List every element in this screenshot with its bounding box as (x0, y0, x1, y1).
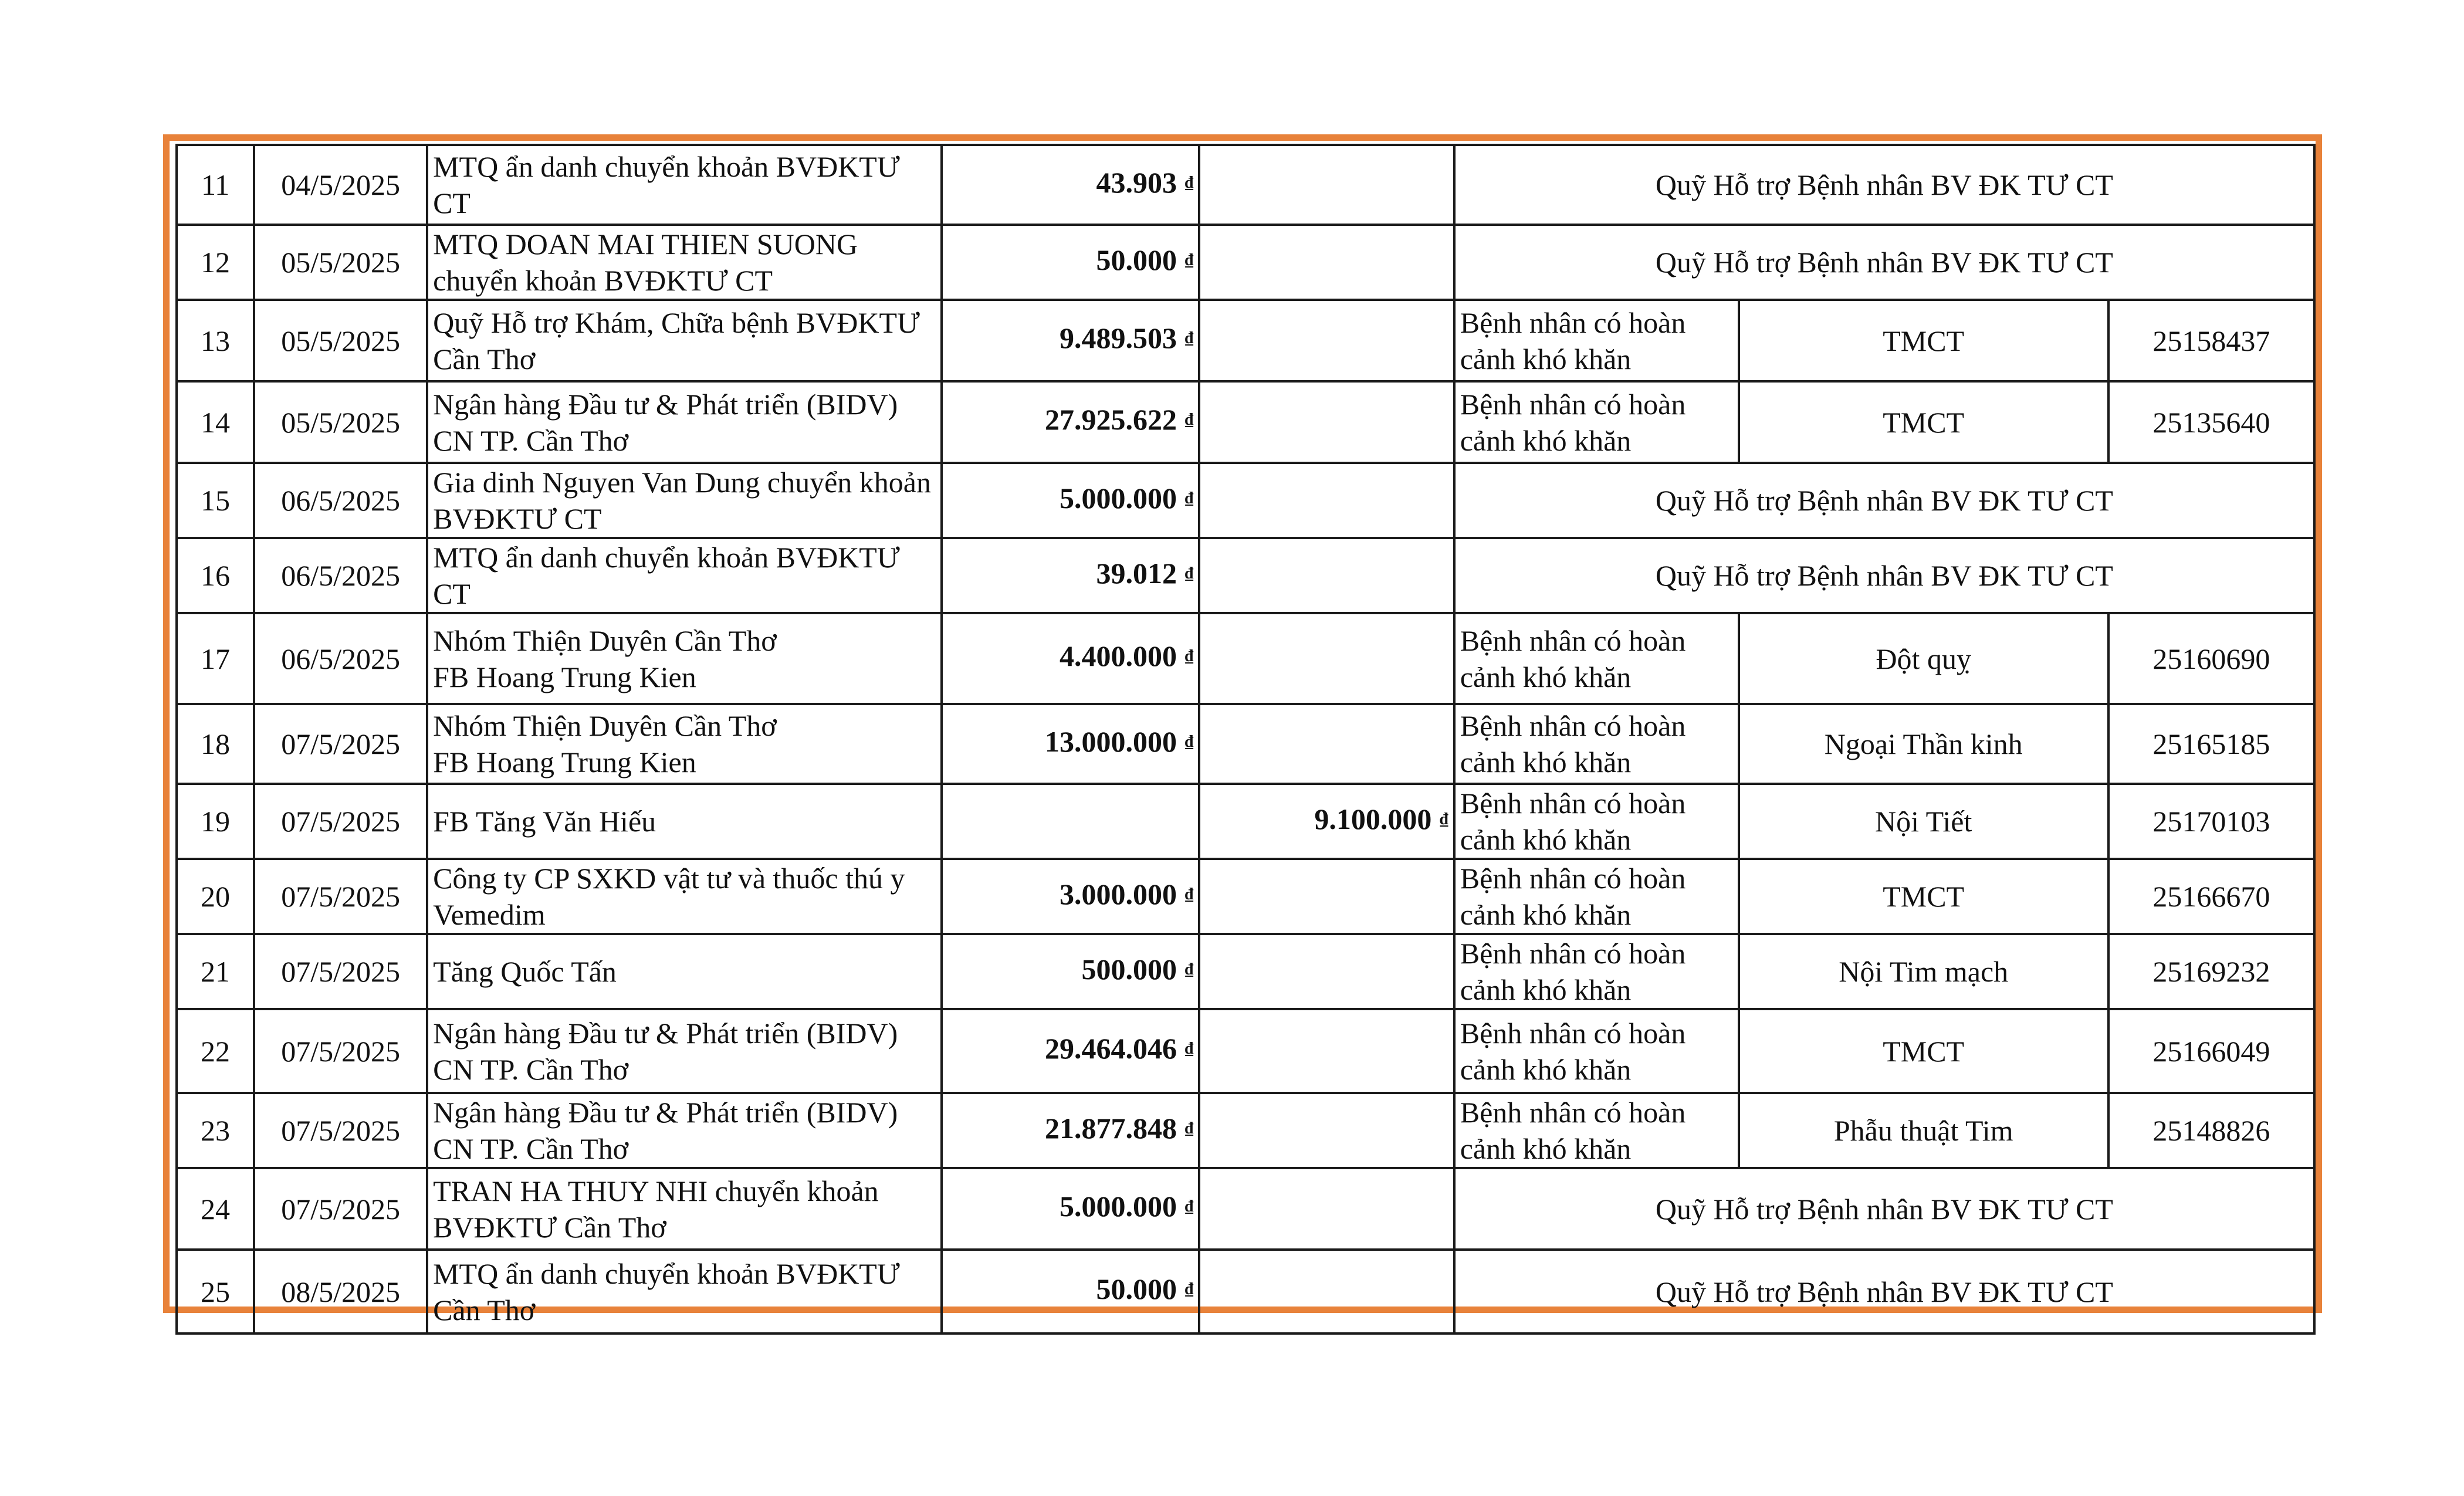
amount-value: 39.012 (1096, 556, 1177, 590)
row-number: 19 (177, 784, 254, 859)
row-number: 11 (177, 145, 254, 225)
amount-cash (942, 784, 1200, 859)
donor-name: FB Tăng Văn Hiếu (427, 784, 942, 859)
donation-date: 06/5/2025 (254, 538, 427, 613)
donation-date: 05/5/2025 (254, 381, 427, 463)
donation-date: 04/5/2025 (254, 145, 427, 225)
donor-name: MTQ ẩn danh chuyển khoản BVĐKTƯ CT (427, 145, 942, 225)
department: Phẫu thuật Tim (1739, 1093, 2108, 1168)
currency-symbol: ₫ (1185, 1040, 1194, 1058)
amount-value: 13.000.000 (1045, 725, 1177, 758)
amount-in-kind (1199, 859, 1454, 934)
amount-value: 5.000.000 (1060, 1190, 1177, 1223)
patient-code: 25166670 (2108, 859, 2314, 934)
amount-cash (942, 1093, 1200, 1168)
fund-name: Quỹ Hỗ trợ Bệnh nhân BV ĐK TƯ CT (1454, 225, 2314, 300)
patient-code: 25158437 (2108, 300, 2314, 381)
fund-name: Quỹ Hỗ trợ Bệnh nhân BV ĐK TƯ CT (1454, 1168, 2314, 1250)
currency-symbol: ₫ (1185, 411, 1194, 429)
donation-date: 07/5/2025 (254, 784, 427, 859)
department: Đột quỵ (1739, 613, 2108, 704)
amount-value: 27.925.622 (1045, 403, 1177, 436)
beneficiary-type: Bệnh nhân có hoàn cảnh khó khăn (1454, 1009, 1739, 1093)
currency-symbol: ₫ (1185, 732, 1194, 751)
amount-in-kind (1199, 613, 1454, 704)
patient-code: 25166049 (2108, 1009, 2314, 1093)
row-number: 14 (177, 381, 254, 463)
beneficiary-type: Bệnh nhân có hoàn cảnh khó khăn (1454, 300, 1739, 381)
amount-in-kind (1199, 1250, 1454, 1333)
table-row (177, 1009, 2314, 1093)
table-row (177, 784, 2314, 859)
donor-name: Quỹ Hỗ trợ Khám, Chữa bệnh BVĐKTƯ Cần Thơ (427, 300, 942, 381)
donation-date: 05/5/2025 (254, 225, 427, 300)
amount-in-kind (1199, 463, 1454, 538)
donation-date: 07/5/2025 (254, 859, 427, 934)
amount-value: 4.400.000 (1060, 639, 1177, 672)
patient-code: 25148826 (2108, 1093, 2314, 1168)
donation-date: 07/5/2025 (254, 1093, 427, 1168)
table-row (177, 1250, 2314, 1333)
table-row (177, 934, 2314, 1009)
amount-value: 500.000 (1081, 952, 1177, 986)
row-number: 17 (177, 613, 254, 704)
amount-cash (942, 463, 1200, 538)
donor-name: TRAN HA THUY NHI chuyển khoản BVĐKTƯ Cần Thơ (427, 1168, 942, 1250)
table-row (177, 145, 2314, 225)
row-number: 12 (177, 225, 254, 300)
donation-date: 05/5/2025 (254, 300, 427, 381)
department: TMCT (1739, 859, 2108, 934)
currency-symbol: ₫ (1185, 647, 1194, 665)
department: Nội Tim mạch (1739, 934, 2108, 1009)
table-row (177, 381, 2314, 463)
amount-in-kind (1199, 1093, 1454, 1168)
amount-value: 9.489.503 (1060, 321, 1177, 354)
amount-cash (942, 145, 1200, 225)
row-number: 23 (177, 1093, 254, 1168)
row-number: 20 (177, 859, 254, 934)
beneficiary-type: Bệnh nhân có hoàn cảnh khó khăn (1454, 1093, 1739, 1168)
donor-name: MTQ DOAN MAI THIEN SUONG chuyển khoản BVĐKTƯ CT (427, 225, 942, 300)
amount-in-kind (1199, 1009, 1454, 1093)
table-row (177, 704, 2314, 784)
currency-symbol: ₫ (1185, 329, 1194, 347)
donation-date: 07/5/2025 (254, 704, 427, 784)
amount-value: 9.100.000 (1314, 802, 1432, 835)
donation-table (175, 144, 2316, 1335)
amount-in-kind (1199, 300, 1454, 381)
department: TMCT (1739, 300, 2108, 381)
department: TMCT (1739, 1009, 2108, 1093)
table-row (177, 1093, 2314, 1168)
amount-cash (942, 934, 1200, 1009)
currency-symbol: ₫ (1185, 251, 1194, 269)
row-number: 24 (177, 1168, 254, 1250)
table-row (177, 859, 2314, 934)
department: Ngoại Thần kinh (1739, 704, 2108, 784)
beneficiary-type: Bệnh nhân có hoàn cảnh khó khăn (1454, 934, 1739, 1009)
fund-name: Quỹ Hỗ trợ Bệnh nhân BV ĐK TƯ CT (1454, 145, 2314, 225)
table-row (177, 613, 2314, 704)
table-row (177, 463, 2314, 538)
donation-date: 07/5/2025 (254, 1009, 427, 1093)
row-number: 15 (177, 463, 254, 538)
currency-symbol: ₫ (1185, 1280, 1194, 1298)
amount-value: 50.000 (1096, 1272, 1177, 1305)
amount-value: 50.000 (1096, 243, 1177, 276)
amount-value: 21.877.848 (1045, 1111, 1177, 1145)
donor-name: Tăng Quốc Tấn (427, 934, 942, 1009)
currency-symbol: ₫ (1185, 564, 1194, 583)
donor-name: Công ty CP SXKD vật tư và thuốc thú y Vemedim (427, 859, 942, 934)
row-number: 16 (177, 538, 254, 613)
beneficiary-type: Bệnh nhân có hoàn cảnh khó khăn (1454, 859, 1739, 934)
donation-ledger-page (163, 134, 2322, 1326)
amount-in-kind (1199, 225, 1454, 300)
currency-symbol: ₫ (1185, 489, 1194, 507)
patient-code: 25135640 (2108, 381, 2314, 463)
row-number: 18 (177, 704, 254, 784)
amount-cash (942, 613, 1200, 704)
amount-cash (942, 538, 1200, 613)
amount-cash (942, 859, 1200, 934)
amount-value: 5.000.000 (1060, 481, 1177, 515)
beneficiary-type: Bệnh nhân có hoàn cảnh khó khăn (1454, 613, 1739, 704)
table-row (177, 225, 2314, 300)
beneficiary-type: Bệnh nhân có hoàn cảnh khó khăn (1454, 784, 1739, 859)
fund-name: Quỹ Hỗ trợ Bệnh nhân BV ĐK TƯ CT (1454, 463, 2314, 538)
patient-code: 25169232 (2108, 934, 2314, 1009)
donor-name: Gia dinh Nguyen Van Dung chuyển khoản BVĐKTƯ CT (427, 463, 942, 538)
donation-date: 08/5/2025 (254, 1250, 427, 1333)
donation-date: 06/5/2025 (254, 463, 427, 538)
amount-value: 3.000.000 (1060, 877, 1177, 911)
amount-value: 43.903 (1096, 165, 1177, 199)
donation-date: 06/5/2025 (254, 613, 427, 704)
beneficiary-type: Bệnh nhân có hoàn cảnh khó khăn (1454, 704, 1739, 784)
amount-in-kind (1199, 1168, 1454, 1250)
department: TMCT (1739, 381, 2108, 463)
row-number: 25 (177, 1250, 254, 1333)
amount-cash (942, 704, 1200, 784)
patient-code: 25165185 (2108, 704, 2314, 784)
amount-cash (942, 225, 1200, 300)
fund-name: Quỹ Hỗ trợ Bệnh nhân BV ĐK TƯ CT (1454, 538, 2314, 613)
patient-code: 25160690 (2108, 613, 2314, 704)
donor-name: MTQ ẩn danh chuyển khoản BVĐKTƯ CT (427, 538, 942, 613)
donor-name: Ngân hàng Đầu tư & Phát triển (BIDV) CN TP. Cần Thơ (427, 381, 942, 463)
table-row (177, 538, 2314, 613)
amount-in-kind (1199, 381, 1454, 463)
fund-name: Quỹ Hỗ trợ Bệnh nhân BV ĐK TƯ CT (1454, 1250, 2314, 1333)
patient-code: 25170103 (2108, 784, 2314, 859)
amount-in-kind (1199, 784, 1454, 859)
donor-name: Nhóm Thiện Duyên Cần Thơ FB Hoang Trung Kien (427, 704, 942, 784)
amount-cash (942, 1250, 1200, 1333)
amount-cash (942, 300, 1200, 381)
amount-in-kind (1199, 704, 1454, 784)
currency-symbol: ₫ (1185, 1197, 1194, 1216)
row-number: 13 (177, 300, 254, 381)
table-row (177, 1168, 2314, 1250)
donor-name: Ngân hàng Đầu tư & Phát triển (BIDV) CN TP. Cần Thơ (427, 1009, 942, 1093)
currency-symbol: ₫ (1185, 173, 1194, 192)
amount-in-kind (1199, 538, 1454, 613)
currency-symbol: ₫ (1185, 885, 1194, 903)
currency-symbol: ₫ (1185, 960, 1194, 979)
donation-date: 07/5/2025 (254, 1168, 427, 1250)
amount-cash (942, 1168, 1200, 1250)
donor-name: MTQ ẩn danh chuyển khoản BVĐKTƯ Cần Thơ (427, 1250, 942, 1333)
amount-value: 29.464.046 (1045, 1032, 1177, 1065)
beneficiary-type: Bệnh nhân có hoàn cảnh khó khăn (1454, 381, 1739, 463)
amount-in-kind (1199, 145, 1454, 225)
amount-in-kind (1199, 934, 1454, 1009)
row-number: 22 (177, 1009, 254, 1093)
donation-date: 07/5/2025 (254, 934, 427, 1009)
department: Nội Tiết (1739, 784, 2108, 859)
amount-cash (942, 381, 1200, 463)
row-number: 21 (177, 934, 254, 1009)
table-row (177, 300, 2314, 381)
donor-name: Nhóm Thiện Duyên Cần Thơ FB Hoang Trung Kien (427, 613, 942, 704)
donor-name: Ngân hàng Đầu tư & Phát triển (BIDV) CN TP. Cần Thơ (427, 1093, 942, 1168)
amount-cash (942, 1009, 1200, 1093)
currency-symbol: ₫ (1185, 1119, 1194, 1138)
currency-symbol: ₫ (1440, 810, 1448, 828)
